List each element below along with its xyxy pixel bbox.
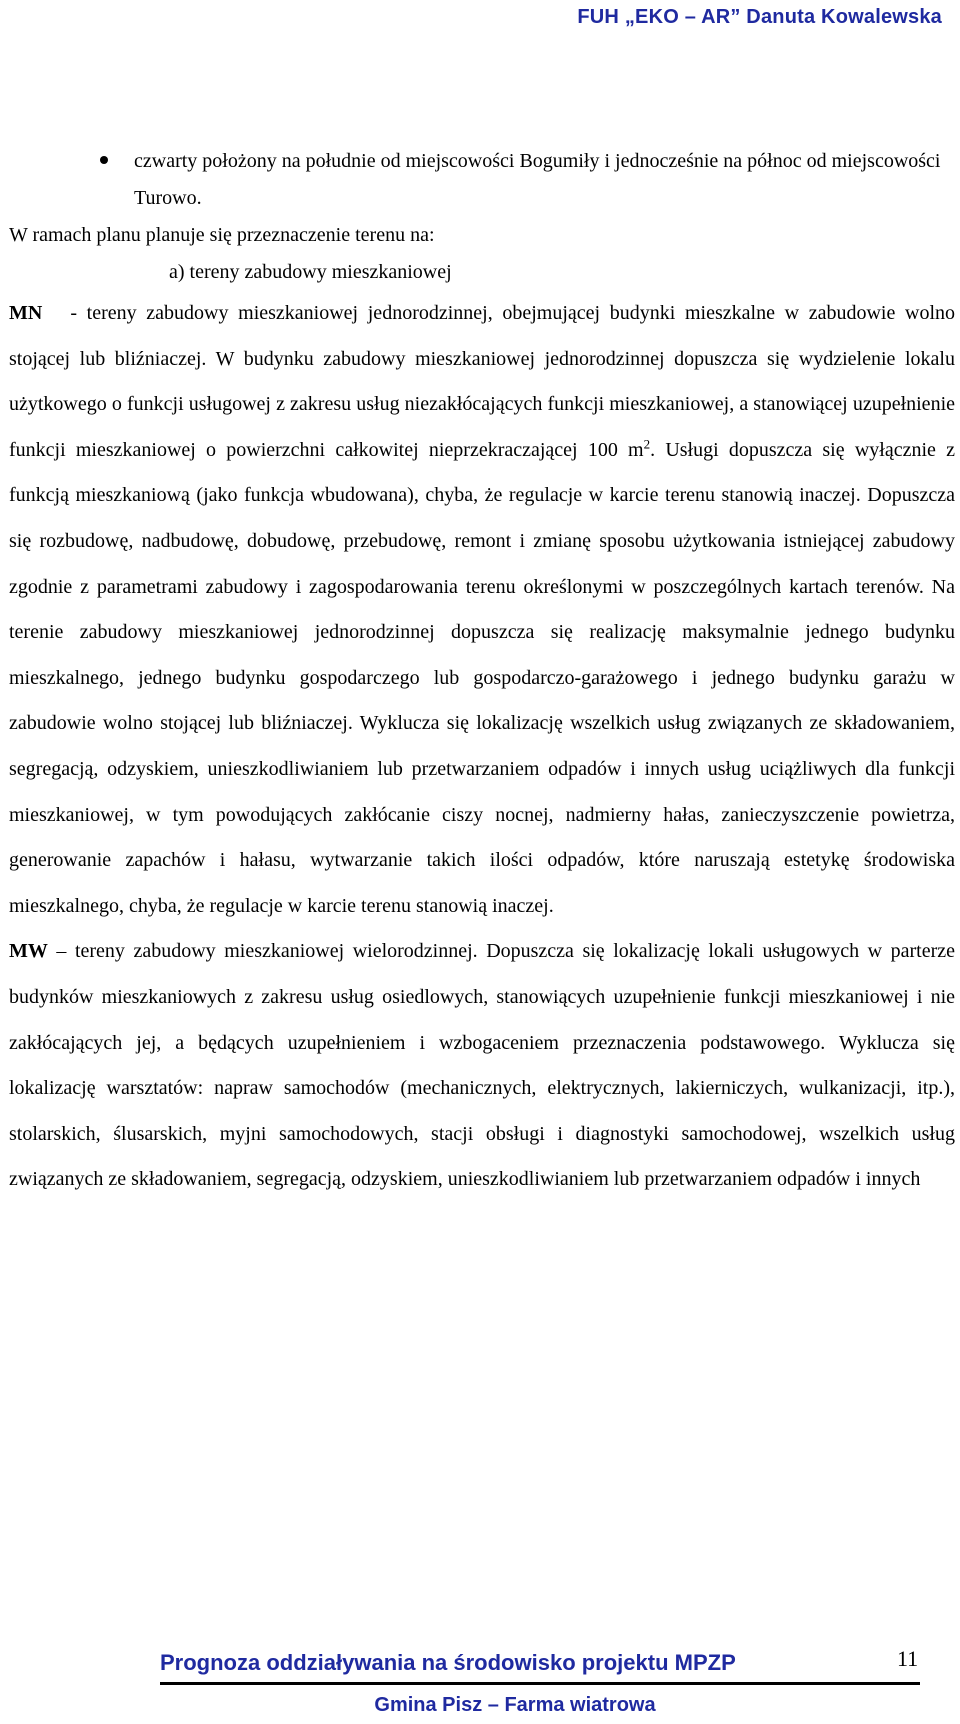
page-number: 11 xyxy=(897,1646,919,1671)
mw-symbol: MW xyxy=(9,940,48,963)
page-header: FUH „EKO – AR” Danuta Kowalewska xyxy=(577,6,942,28)
footer-subtitle: Gmina Pisz – Farma wiatrowa xyxy=(374,1694,656,1716)
footer-title: Prognoza oddziaływania na środowisko projektu MPZP xyxy=(160,1650,736,1675)
document-body xyxy=(9,143,955,1203)
bullet-icon xyxy=(100,156,108,164)
mn-symbol: MN xyxy=(9,302,43,324)
mw-paragraph xyxy=(9,929,955,1203)
section-a-heading: a) tereny zabudowy mieszkaniowej xyxy=(169,261,452,283)
footer-divider xyxy=(160,1682,920,1685)
mn-text-continued: . Usługi dopuszcza się wyłącznie z funkcją mieszkaniową (jako funkcja wbudowana), chyba, że regulacje w karcie terenu stanowią inaczej. Dopuszcza się rozbudowę, nadbudowę, dobudowę, przebudowę, remont i zmianę sposobu użytkowania istniejącej zabudowy zgodnie z parametrami zabudowy i zagospodarowania terenu określonymi w poszczególnych kartach terenów. Na terenie zabudowy mieszkaniowej jednorodzinnej dopuszcza się realizację maksymalnie jednego budynku mieszkalnego, jednego budynku gospodarczego lub gospodarczo-garażowego i jednego budynku garażu w zabudowie wolno stojącej lub bliźniaczej. Wyklucza się lokalizację wszelkich usług związanych ze składowaniem, segregacją, odzyskiem, unieszkodliwianiem lub przetwarzaniem odpadów i innych usług uciążliwych dla funkcji mieszkaniowej, w tym powodujących zakłócanie ciszy nocnej, nadmierny hałas, zanieczyszczenie powietrza, generowanie zapachów i hałasu, wytwarzanie takich ilości odpadów, które naruszają estetykę środowiska mieszkalnego, chyba, że regulacje w karcie terenu stanowią inaczej. xyxy=(9,438,955,917)
bullet-item xyxy=(9,143,955,217)
intro-line: W ramach planu planuje się przeznaczenie terenu na: xyxy=(9,224,435,246)
bullet-text: czwarty położony na południe od miejscowości Bogumiły i jednocześnie na północ od miejscowości Turowo. xyxy=(134,150,941,209)
mn-paragraph xyxy=(9,291,955,929)
mn-superscript: 2 xyxy=(643,436,651,452)
mn-text: - tereny zabudowy mieszkaniowej jednorodzinnej, obejmującej budynki mieszkalne w zabudowie wolno stojącej lub bliźniaczej. W budynku zabudowy mieszkaniowej jednorodzinnej dopuszcza się wydzielenie lokalu użytkowego o funkcji usługowej z zakresu usług niezakłócających funkcji mieszkaniowej, a stanowiącej uzupełnienie funkcji mieszkaniowej o powierzchni całkowitej nieprzekraczającej 100 m xyxy=(9,302,955,461)
mw-text: – tereny zabudowy mieszkaniowej wielorodzinnej. Dopuszcza się lokalizację lokali usługowych w parterze budynków mieszkaniowych z zakresu usług osiedlowych, stanowiących uzupełnienie funkcji mieszkaniowej i nie zakłócających jej, a będących uzupełnieniem i wzbogaceniem przeznaczenia podstawowego. Wyklucza się lokalizację warsztatów: napraw samochodów (mechanicznych, elektrycznych, lakierniczych, wulkanizacji, itp.), stolarskich, ślusarskich, myjni samochodowych, stacji obsługi i diagnostyki samochodowej, wszelkich usług związanych ze składowaniem, segregacją, odzyskiem, unieszkodliwianiem lub przetwarzaniem odpadów i innych xyxy=(9,940,955,1191)
